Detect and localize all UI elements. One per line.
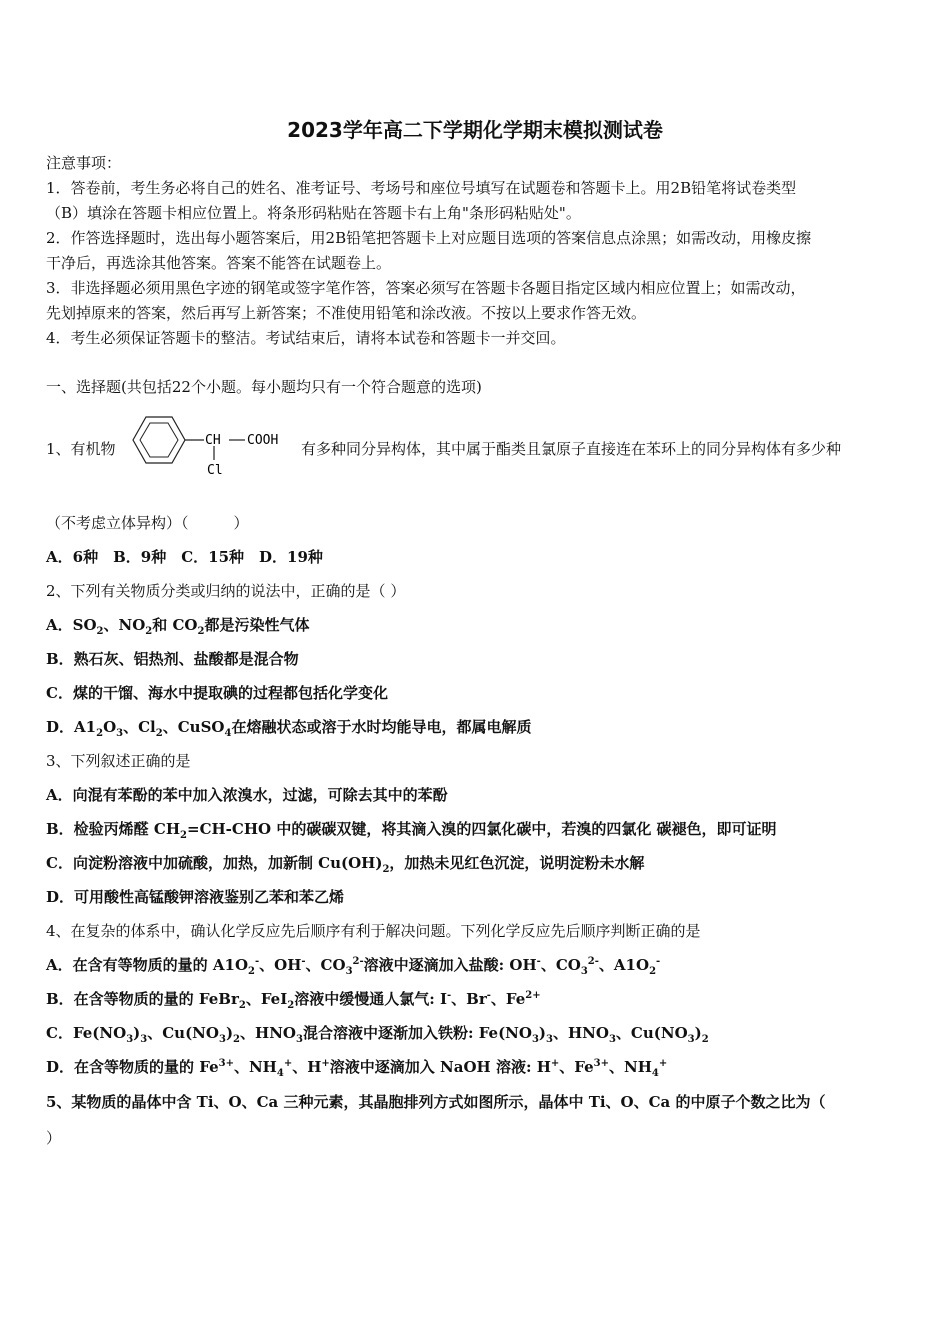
- notice-heading: 注意事项：: [46, 154, 122, 172]
- q4-option-c: C．$Fe(NO_3)_3$、$Cu(NO_3)_2$、$HNO_3$混合溶液中逐渐加入铁粉: $Fe(NO_3)_3$、$HNO_3$、$Cu(NO_3)_2$: [46, 1024, 709, 1045]
- cooh-label: COOH: [247, 433, 279, 448]
- q2-option-b: B．熟石灰、铝热剂、盐酸都是混合物: [46, 650, 299, 668]
- notice-line: 3．非选择题必须用黑色字迹的钢笔或签字笔作答，答案必须写在答题卡各题目指定区域内相应位置上；如需改动，: [46, 279, 806, 297]
- q3-option-d: D．可用酸性高锰酸钾溶液鉴别乙苯和苯乙烯: [46, 888, 345, 906]
- notice-line: 4．考生必须保证答题卡的整洁。考试结束后，请将本试卷和答题卡一并交回。: [46, 329, 566, 347]
- benzene-structure-diagram: [130, 410, 296, 482]
- q1-prefix: 1、有机物: [46, 440, 116, 458]
- q5-stem: 5、某物质的晶体中含 Ti、O、Ca 三种元素，其晶胞排列方式如图所示，晶体中 Ti、O、Ca 的中原子个数之比为（: [46, 1093, 826, 1111]
- notice-line: 2．作答选择题时，选出每小题答案后，用2B铅笔把答题卡上对应题目选项的答案信息点涂黑；如需改动，用橡皮擦: [46, 229, 812, 247]
- notice-line: 1．答卷前，考生务必将自己的姓名、准考证号、考场号和座位号填写在试题卷和答题卡上。用2B铅笔将试卷类型: [46, 179, 797, 197]
- notice-line: （B）填涂在答题卡相应位置上。将条形码粘贴在答题卡右上角"条形码粘贴处"。: [46, 204, 581, 222]
- q2-option-c: C．煤的干馏、海水中提取碘的过程都包括化学变化: [46, 684, 388, 702]
- q5-stem-end: ）: [46, 1129, 62, 1147]
- q3-option-a: A．向混有苯酚的苯中加入浓溴水，过滤，可除去其中的苯酚: [46, 786, 448, 804]
- ch-label: CH: [205, 433, 221, 448]
- q4-option-a: A．在含有等物质的量的 $A1O_2^-$、OH-、$CO_3^{2-}$溶液中逐滴加入盐酸: OH-、$CO_3^{2-}$、$A1O_2^-$: [46, 956, 661, 977]
- q2-stem: 2、下列有关物质分类或归纳的说法中，正确的是（ ）: [46, 582, 406, 600]
- section-heading: 一、选择题(共包括22个小题。每小题均只有一个符合题意的选项): [46, 378, 482, 396]
- q3-option-b: B．检验丙烯醛 $CH_2=CH$-CHO 中的碳碳双键，将其滴入溴的四氯化碳中，若溴的四氯化 碳褪色，即可证明: [46, 820, 777, 841]
- q1-options: A．6种 B．9种 C．15种 D．19种: [46, 548, 323, 566]
- q1-note: （不考虑立体异构）（ ）: [46, 514, 249, 532]
- notice-line: 干净后，再选涂其他答案。答案不能答在试题卷上。: [46, 254, 392, 272]
- q3-stem: 3、下列叙述正确的是: [46, 752, 191, 770]
- page-title: 2023学年高二下学期化学期末模拟测试卷: [287, 118, 663, 142]
- q2-option-a: A．$SO_2$、$NO_2$和 $CO_2$都是污染性气体: [46, 616, 310, 637]
- q2-option-d: D．$A1_2O_3$、$Cl_2$、CuSO$_4$在熔融状态或溶于水时均能导电，都属电解质: [46, 718, 532, 739]
- q3-option-c: C．向淀粉溶液中加硫酸，加热，加新制 $Cu(OH)_2$，加热未见红色沉淀，说明淀粉未水解: [46, 854, 645, 875]
- q4-option-b: B．在含等物质的量的 FeBr$_2$、FeI$_2$溶液中缓慢通人氯气: I-、Br-、$Fe^{2+}$: [46, 990, 541, 1011]
- q4-option-d: D．在含等物质的量的 $Fe^{3+}$、$NH_4^+$、H+溶液中逐滴加入 NaOH 溶液: H+、$Fe^{3+}$、$NH_4^+$: [46, 1058, 668, 1079]
- q4-stem: 4、在复杂的体系中，确认化学反应先后顺序有利于解决问题。下列化学反应先后顺序判断正确的是: [46, 922, 701, 940]
- notice-line: 先划掉原来的答案，然后再写上新答案；不准使用铅笔和涂改液。不按以上要求作答无效。: [46, 304, 647, 322]
- cl-label: Cl: [207, 463, 223, 478]
- q1-suffix: 有多种同分异构体，其中属于酯类且氯原子直接连在苯环上的同分异构体有多少种: [301, 440, 842, 458]
